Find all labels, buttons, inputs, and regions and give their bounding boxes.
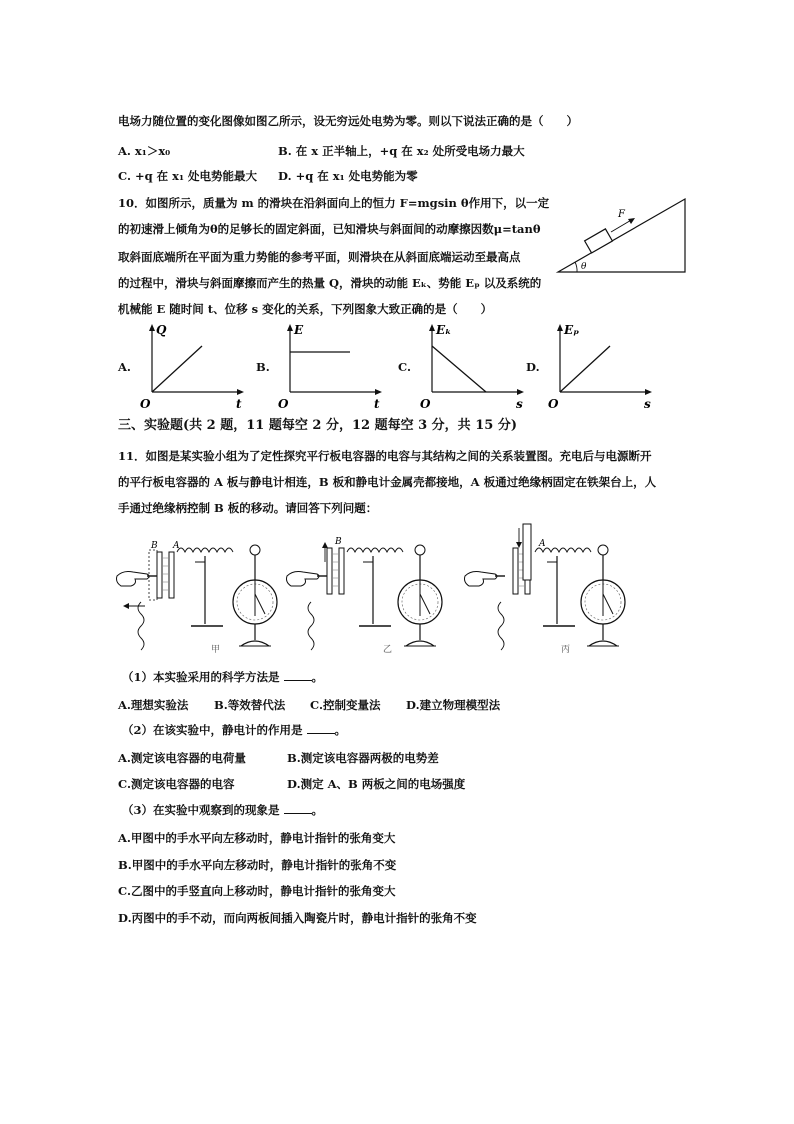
graph-letter: A. — [118, 360, 131, 374]
bing-label-a: A — [539, 539, 546, 549]
graph-origin: O — [548, 397, 559, 410]
figure-bing — [465, 524, 626, 655]
x-axis-arrow — [375, 389, 382, 395]
q10-line-2: 的初速滑上倾角为θ的足够长的固定斜面，已知滑块与斜面间的动摩擦因数μ=tanθ — [118, 222, 541, 236]
y-axis-arrow — [149, 324, 155, 331]
q9-option-c: C. +q 在 x₁ 处电势能最大 — [118, 169, 258, 183]
graph-letter: B. — [256, 360, 270, 374]
x-axis-arrow — [237, 389, 244, 395]
y-axis-arrow — [287, 324, 293, 331]
sub3-option-a: A.甲图中的手水平向左移动时，静电计指针的张角变大 — [118, 831, 396, 845]
sub3-answer-blank[interactable] — [284, 803, 312, 814]
q9-option-a: A. x₁＞x₀ — [118, 144, 171, 158]
sub3-option-d: D.丙图中的手不动，而向两板间插入陶瓷片时，静电计指针的张角不变 — [118, 911, 477, 925]
graph-letter: C. — [398, 360, 411, 374]
q9-option-b: B. 在 x 正半轴上，+q 在 x₂ 处所受电场力最大 — [278, 144, 525, 158]
graph-y-label: E — [294, 323, 304, 337]
graph-svg — [420, 322, 530, 410]
graph-svg — [278, 322, 388, 410]
section-heading: 三、实验题(共 2 题，11 题每空 2 分，12 题每空 3 分，共 15 分) — [118, 418, 517, 433]
q11-line-1: 11．如图是某实验小组为了定性探究平行板电容器的电容与其结构之间的关系装置图。充电后与电源断开 — [118, 449, 652, 463]
sub3-option-b: B.甲图中的手水平向左移动时，静电计指针的张角不变 — [118, 858, 397, 872]
jia-label-a: A — [173, 541, 180, 551]
ceramic-slab — [523, 524, 531, 580]
caption-bing: 丙 — [561, 645, 571, 655]
sub2-option-a: A.测定该电容器的电荷量 — [118, 751, 246, 765]
q9-stem-tail: 电场力随位置的变化图像如图乙所示，设无穷远处电势为零。则以下说法正确的是（ ） — [118, 114, 578, 128]
graph-curve — [152, 346, 202, 392]
jia-label-b: B — [151, 541, 158, 551]
caption-yi: 乙 — [383, 645, 393, 655]
sub1-option-c: C.控制变量法 — [310, 698, 381, 712]
sub1-option-d: D.建立物理模型法 — [406, 698, 501, 712]
graph-x-label: t — [236, 397, 242, 410]
caption-jia: 甲 — [211, 645, 221, 655]
graph-curve — [560, 346, 610, 392]
sub2-option-c: C.测定该电容器的电容 — [118, 777, 235, 791]
graph-y-label: Eₖ — [436, 323, 452, 337]
x-axis-arrow — [517, 389, 524, 395]
q10-line-1: 10．如图所示，质量为 m 的滑块在沿斜面向上的恒力 F=mgsin θ作用下，以一定 — [118, 196, 550, 210]
q10-line-3: 取斜面底端所在平面为重力势能的参考平面，则滑块在从斜面底端运动至最高点 — [118, 250, 521, 264]
q9-option-d: D. +q 在 x₁ 处电势能为零 — [278, 169, 418, 183]
figure-jia — [117, 541, 278, 655]
sub1-stem: （1）本实验采用的科学方法是 。 — [122, 670, 324, 684]
graph-x-label: t — [374, 397, 380, 410]
sub1-option-b: B.等效替代法 — [214, 698, 286, 712]
graph-origin: O — [420, 397, 431, 410]
incline-figure — [555, 196, 690, 276]
force-label: F — [618, 209, 625, 220]
y-axis-arrow — [429, 324, 435, 331]
graph-x-label: s — [516, 397, 523, 410]
q11-line-3: 手通过绝缘柄控制 B 板的移动。请回答下列问题： — [118, 501, 378, 515]
q10-line-5: 机械能 E 随时间 t、位移 s 变化的关系，下列图象大致正确的是（ ） — [118, 302, 493, 316]
graph-svg — [140, 322, 250, 410]
graph-y-label: Q — [156, 323, 167, 337]
graph-option-0 — [118, 322, 248, 410]
yi-label-b: B — [335, 537, 342, 547]
figure-yi — [287, 537, 443, 655]
x-axis-arrow — [645, 389, 652, 395]
graph-origin: O — [140, 397, 151, 410]
graph-curve — [432, 346, 486, 392]
graph-option-3 — [526, 322, 656, 410]
y-axis-arrow — [557, 324, 563, 331]
graph-y-label: Eₚ — [564, 323, 580, 337]
sub1-answer-blank[interactable] — [284, 670, 312, 681]
graph-origin: O — [278, 397, 289, 410]
sub2-option-d: D.测定 A、B 两板之间的电场强度 — [287, 777, 466, 791]
sub2-stem: （2）在该实验中，静电计的作用是 。 — [122, 723, 347, 737]
q10-line-4: 的过程中，滑块与斜面摩擦而产生的热量 Q，滑块的动能 Eₖ、势能 Eₚ 以及系统的 — [118, 276, 542, 290]
sub2-option-b: B.测定该电容器两极的电势差 — [287, 751, 439, 765]
graph-x-label: s — [644, 397, 651, 410]
graph-option-1 — [256, 322, 386, 410]
q11-line-2: 的平行板电容器的 A 板与静电计相连，B 板和静电计金属壳都接地，A 板通过绝缘柄固定在铁架台上，人 — [118, 475, 657, 489]
graph-svg — [548, 322, 658, 410]
sub3-option-c: C.乙图中的手竖直向上移动时，静电计指针的张角变大 — [118, 884, 396, 898]
angle-label: θ — [581, 262, 587, 272]
angle-arc — [575, 262, 577, 272]
sub3-stem: （3）在实验中观察到的现象是 。 — [122, 803, 324, 817]
graph-option-2 — [398, 322, 528, 410]
sub2-answer-blank[interactable] — [307, 723, 335, 734]
sub1-option-a: A.理想实验法 — [118, 698, 189, 712]
apparatus-figures — [115, 522, 680, 657]
slider-block — [585, 229, 613, 253]
graph-letter: D. — [526, 360, 540, 374]
